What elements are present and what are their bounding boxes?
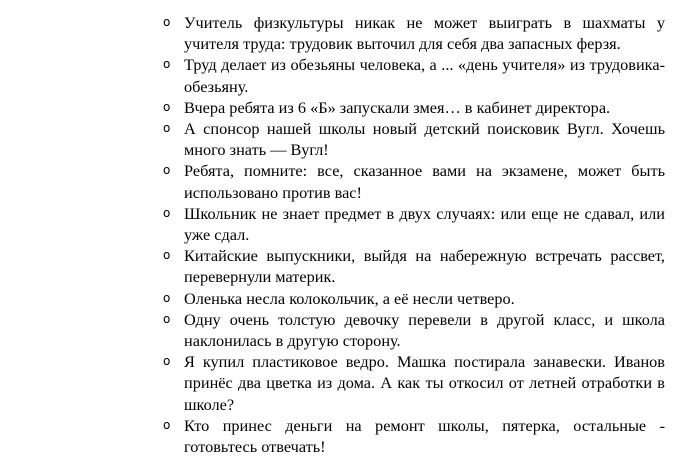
bullet-circle-icon: o [163,417,171,432]
list-item [163,288,665,309]
list-item-text: Оленька несла колокольчик, а её несли четверо. [184,288,515,308]
list-item [163,351,665,415]
bullet-circle-icon: o [163,57,171,72]
list-item-text: Учитель физкультуры никак не может выиграть в шахматы у учителя труда: трудовик выточил для себя два запасных ферзя. [184,13,665,54]
list-item-text: Китайские выпускники, выйдя на набережную встречать рассвет, перевернули материк. [184,246,665,287]
list-item [163,54,665,96]
bullet-circle-icon: o [163,354,171,369]
list-item [163,203,665,245]
list-item-text: Я купил пластиковое ведро. Машка постирала занавески. Иванов принёс два цветка из дома. А как ты откосил от летней отработки в школе? [184,352,665,414]
bullet-circle-icon: o [163,99,171,114]
list-item [163,118,665,160]
list-item [163,12,665,54]
bullet-circle-icon: o [163,121,171,136]
list-item-text: Ребята, помните: все, сказанное вами на экзамене, может быть использовано против вас! [184,161,665,202]
list-item-text: Труд делает из обезьяны человека, а ... «день учителя» из трудовика-обезьяну. [184,55,665,96]
joke-list [163,12,665,457]
bullet-circle-icon: o [163,205,171,220]
list-item-text: А спонсор нашей школы новый детский поисковик Вугл. Хочешь много знать — Вугл! [184,119,665,160]
list-item [163,97,665,118]
list-item [163,160,665,202]
list-item [163,415,665,457]
bullet-circle-icon: o [163,163,171,178]
list-item-text: Школьник не знает предмет в двух случаях: или еще не сдавал, или уже сдал. [184,203,665,245]
list-item-text: Кто принес деньги на ремонт школы, пятерка, остальные - готовьтесь отвечать! [184,415,665,457]
bullet-circle-icon: o [163,248,171,263]
bullet-circle-icon: o [163,290,171,305]
list-item-text: Одну очень толстую девочку перевели в другой класс, и школа наклонилась в другую сторону. [184,309,665,351]
bullet-circle-icon: o [163,311,171,326]
list-item [163,309,665,351]
list-item [163,245,665,287]
list-item-text: Вчера ребята из 6 «Б» запускали змея… в кабинет директора. [184,97,611,117]
bullet-circle-icon: o [163,15,171,29]
